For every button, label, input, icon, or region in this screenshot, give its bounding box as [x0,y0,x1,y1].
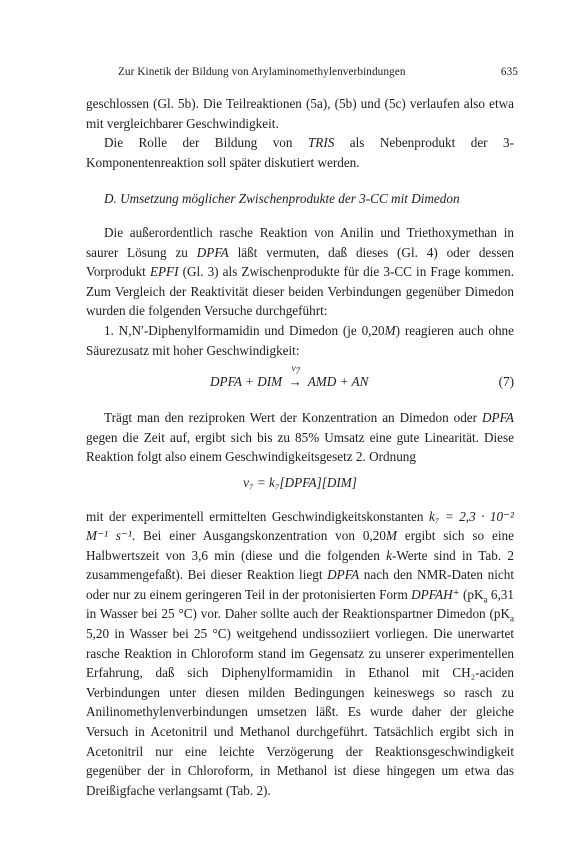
body-text [86,94,514,800]
paragraph: geschlossen (Gl. 5b). Die Teilreaktionen (5a), (5b) und (5c) verlaufen also etwa mit vergleichbarer Geschwindigkeit. [86,96,514,131]
section-heading: D. Umsetzung möglicher Zwischenprodukte der 3-CC mit Dimedon [104,191,460,207]
paragraph: Die außerordentlich rasche Reaktion von Anilin und Triethoxymethan in saurer Lösung zu DPFA läßt vermuten, daß dieses (Gl. 4) oder dessen Vorprodukt EPFI (Gl. 3) als Zwischenprodukte für die 3-CC in Frage kommen. Zum Vergleich der Reaktivität dieser beiden Verbindungen gegenüber Dimedon wurden die folgenden Versuche durchgeführt: [86,224,514,319]
rate-law: v₇ = k₇[DPFA][DIM] [243,474,357,490]
eq-rate: v [291,364,296,375]
equation-number: (7) [498,374,514,390]
page-number: 635 [500,66,518,78]
eq-rate-sub: 7 [295,366,301,377]
eq-right: AMD + AN [307,374,369,390]
equation-7 [86,364,514,392]
running-title: Zur Kinetik der Bildung von Arylaminomethylenverbindungen [118,66,406,78]
eq-arrow: → [288,374,302,390]
paragraph: Die Rolle der Bildung von TRIS als Nebenprodukt der 3-Komponentenreaktion soll später diskutiert werden. [86,135,514,170]
paragraph: Trägt man den reziproken Wert der Konzentration an Dimedon oder DPFA gegen die Zeit auf, ergibt sich bis zu 85% Umsatz eine gute Linearität. Diese Reaktion folgt also einem Geschwindigkeitsgesetz 2. Ordnung [86,410,514,465]
eq-left: DPFA + DIM [210,374,283,390]
paragraph: 1. N,N′-Diphenylformamidin und Dimedon (je 0,20M) reagieren auch ohne Säurezusatz mit hoher Geschwindigkeit: [86,322,514,358]
paragraph: mit der experimentell ermittelten Geschwindigkeitskonstanten k₇ = 2,3 · 10⁻² M⁻¹ s⁻¹. Bei einer Ausgangskonzentration von 0,20M ergibt sich so eine Halbwertszeit von 3,6 min (diese und die folgenden k-Werte sind in Tab. 2 zusammengefaßt). Bei dieser Reaktion liegt DPFA nach den NMR-Daten nicht oder nur zu einem geringeren Teil in der protonisierten Form DPFAH⁺ ($pK_a$ 6,31 in Wasser bei 25 °C) vor. Daher sollte auch der Reaktionspartner Dimedon ($pK_a$ 5,20 in Wasser bei 25 °C) weitgehend undissoziiert vorliegen. Die unerwartet rasche Reaktion in Chloroform stand im Gegensatz zu unserer experimentellen Erfahrung, daß sich Diphenylformamidin in Ethanol mit CH₂-aciden Verbindungen unter diesen milden Bedingungen keineswegs so rasch zu Anilinomethylenverbindungen umsetzen läßt. Es wurde daher der gleiche Versuch in Acetonitril und Methanol durchgeführt. Tatsächlich ergibt sich in Acetonitril nur eine leichte Verzögerung der Reaktionsgeschwindigkeit gegenüber der in Chloroform, in Methanol ist diese hingegen um etwa das Dreißigfache verlangsamt (Tab. 2). [86,508,514,798]
